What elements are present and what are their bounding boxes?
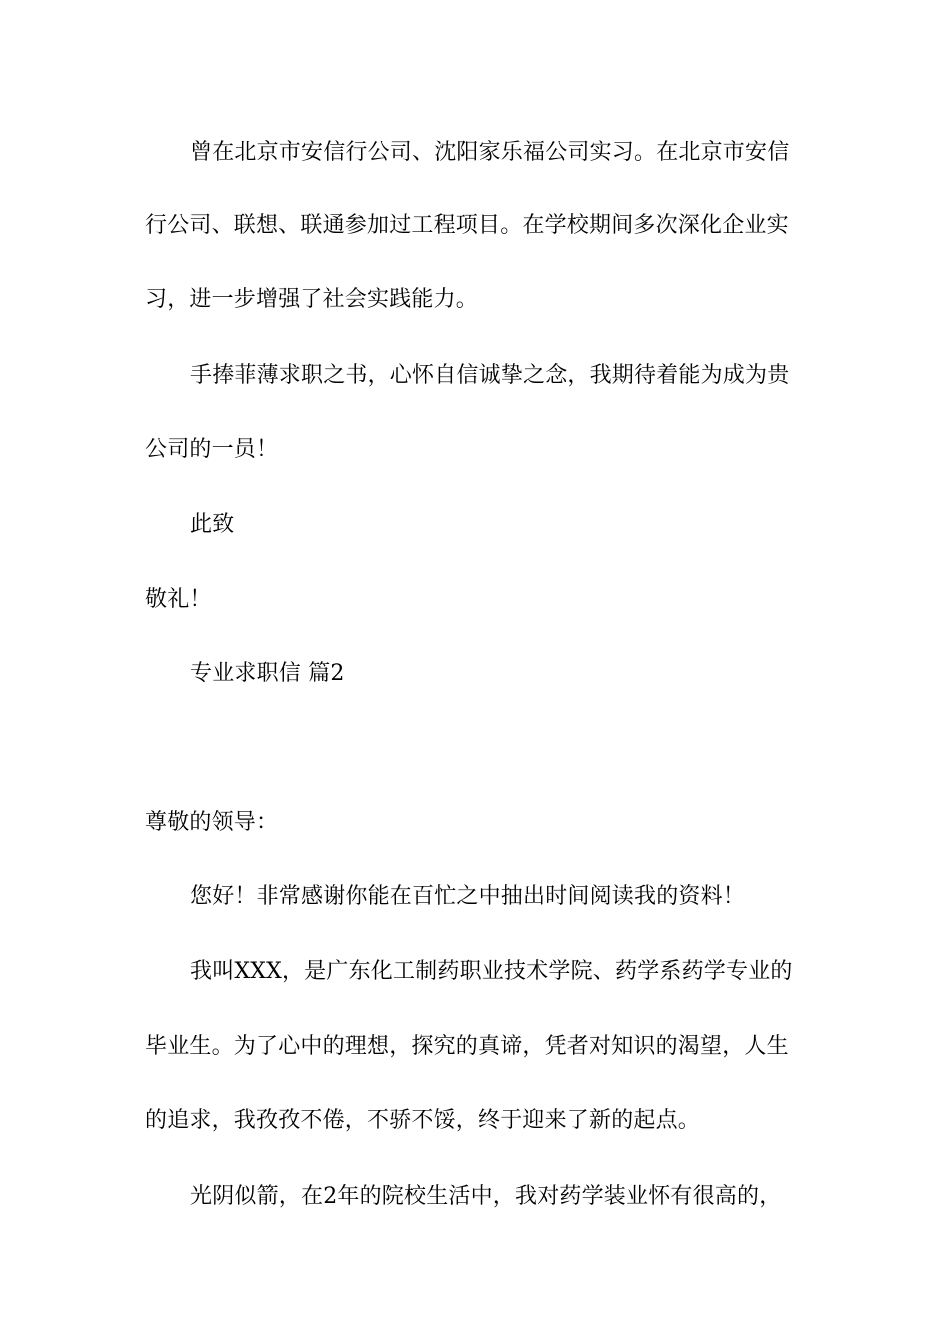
paragraph-line: 曾在北京市安信行公司、沈阳家乐福公司实习。在北京市安信: [190, 140, 790, 165]
salutation-line: 敬礼！: [145, 587, 212, 612]
paragraph-line: 行公司、联想、联通参加过工程项目。在学校期间多次深化企业实: [145, 213, 789, 238]
paragraph-line: 的追求，我孜孜不倦，不骄不馁，终于迎来了新的起点。: [145, 1108, 701, 1133]
section-heading: 专业求职信 篇2: [190, 661, 345, 686]
closing-line: 此致: [190, 512, 235, 537]
paragraph-line: 我叫XXX，是广东化工制药职业技术学院、药学系药学专业的: [190, 959, 793, 984]
paragraph-line: 毕业生。为了心中的理想，探究的真谛，凭者对知识的渴望，人生: [145, 1034, 789, 1059]
paragraph-line: 手捧菲薄求职之书，心怀自信诚挚之念，我期待着能为成为贵: [190, 363, 790, 388]
paragraph-line: 您好！非常感谢你能在百忙之中抽出时间阅读我的资料！: [190, 884, 746, 909]
paragraph-line: 光阴似箭，在2年的院校生活中，我对药学装业怀有很高的，: [190, 1184, 782, 1209]
paragraph-line: 习，进一步增强了社会实践能力。: [145, 287, 479, 312]
paragraph-line: 公司的一员！: [145, 437, 279, 462]
greeting-line: 尊敬的领导：: [145, 810, 279, 835]
